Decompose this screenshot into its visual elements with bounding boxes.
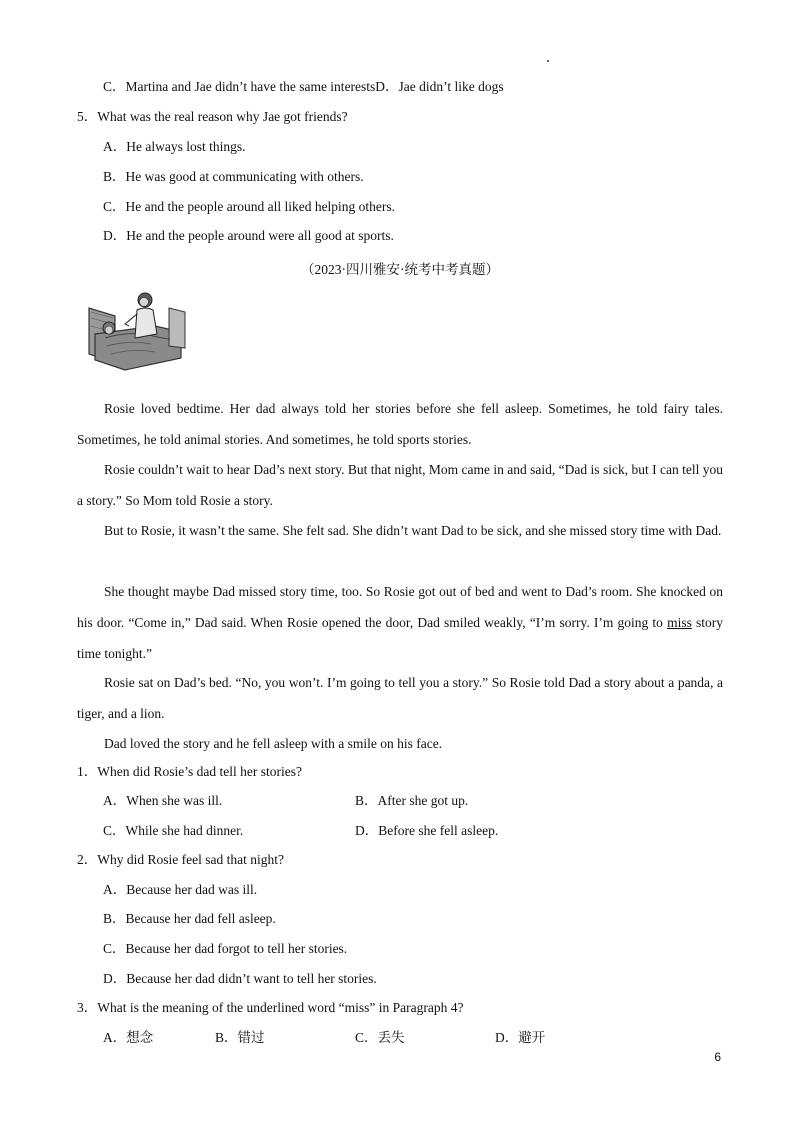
question-2-option-d: D．Because her dad didn’t want to tell her stories. (103, 971, 377, 986)
underlined-word-miss: miss (667, 615, 692, 630)
question-3-option-a: A．想念 (103, 1030, 154, 1045)
exam-source: （2023·四川雅安·统考中考真题） (301, 262, 499, 277)
question-5-stem: 5．What was the real reason why Jae got friends? (77, 109, 348, 124)
question-3-option-b: B．错过 (215, 1030, 265, 1045)
question-2-stem: 2．Why did Rosie feel sad that night? (77, 852, 284, 867)
question-2-option-b: B．Because her dad fell asleep. (103, 911, 276, 926)
passage-paragraph-6: Dad loved the story and he fell asleep with a smile on his face. (104, 736, 443, 751)
scan-dot (547, 60, 549, 62)
question-5-option-b: B．He was good at communicating with others. (103, 169, 364, 184)
question-5-option-a: A．He always lost things. (103, 139, 246, 154)
question-1-option-b: B．After she got up. (355, 793, 469, 808)
question-3-stem: 3．What is the meaning of the underlined word “miss” in Paragraph 4? (77, 1000, 464, 1015)
question-2-option-a: A．Because her dad was ill. (103, 882, 258, 897)
question-3-option-d: D．避开 (495, 1030, 546, 1045)
passage-paragraph-1: Rosie loved bedtime. Her dad always told her stories before she fell asleep. Sometimes, he told fairy tales. Sometimes, he told animal stories. And sometimes, he told sports stories. (77, 401, 723, 447)
question-2-option-c: C．Because her dad forgot to tell her stories. (103, 941, 348, 956)
page-number: 6 (714, 1050, 721, 1064)
question-1-stem: 1．When did Rosie’s dad tell her stories? (77, 764, 302, 779)
question-5-option-d: D．He and the people around were all good at sports. (103, 228, 394, 243)
question-5-option-c: C．He and the people around all liked helping others. (103, 199, 396, 214)
question-1-option-a: A．When she was ill. (103, 793, 223, 808)
passage-paragraph-5: Rosie sat on Dad’s bed. “No, you won’t. I’m going to tell you a story.” So Rosie told Dad a story about a panda, a tiger, and a lion. (77, 675, 723, 721)
passage-paragraph-4-part-b: story time tonight.” (77, 615, 724, 661)
question-1-option-d: D．Before she fell asleep. (355, 823, 499, 838)
passage-paragraph-2: Rosie couldn’t wait to hear Dad’s next story. But that night, Mom came in and said, “Dad is sick, but I can tell you a story.” So Mom told Rosie a story. (77, 462, 723, 508)
passage-paragraph-3: But to Rosie, it wasn’t the same. She felt sad. She didn’t want Dad to be sick, and she missed story time with Dad. (104, 523, 722, 538)
question-3-option-c: C．丢失 (355, 1030, 405, 1045)
question-1-option-c: C．While she had dinner. (103, 823, 244, 838)
passage-paragraph-4-part-a: She thought maybe Dad missed story time, too. So Rosie got out of bed and went to Dad’s room. She knocked on his door. “Come in,” Dad said. When Rosie opened the door, Dad smiled weakly, “I’m sorry. I’m going to (77, 584, 723, 630)
passage-paragraph-4 (77, 576, 723, 669)
bedtime-illustration (85, 288, 190, 373)
prev-question-options: C．Martina and Jae didn’t have the same interestsD．Jae didn’t like dogs (103, 79, 504, 94)
